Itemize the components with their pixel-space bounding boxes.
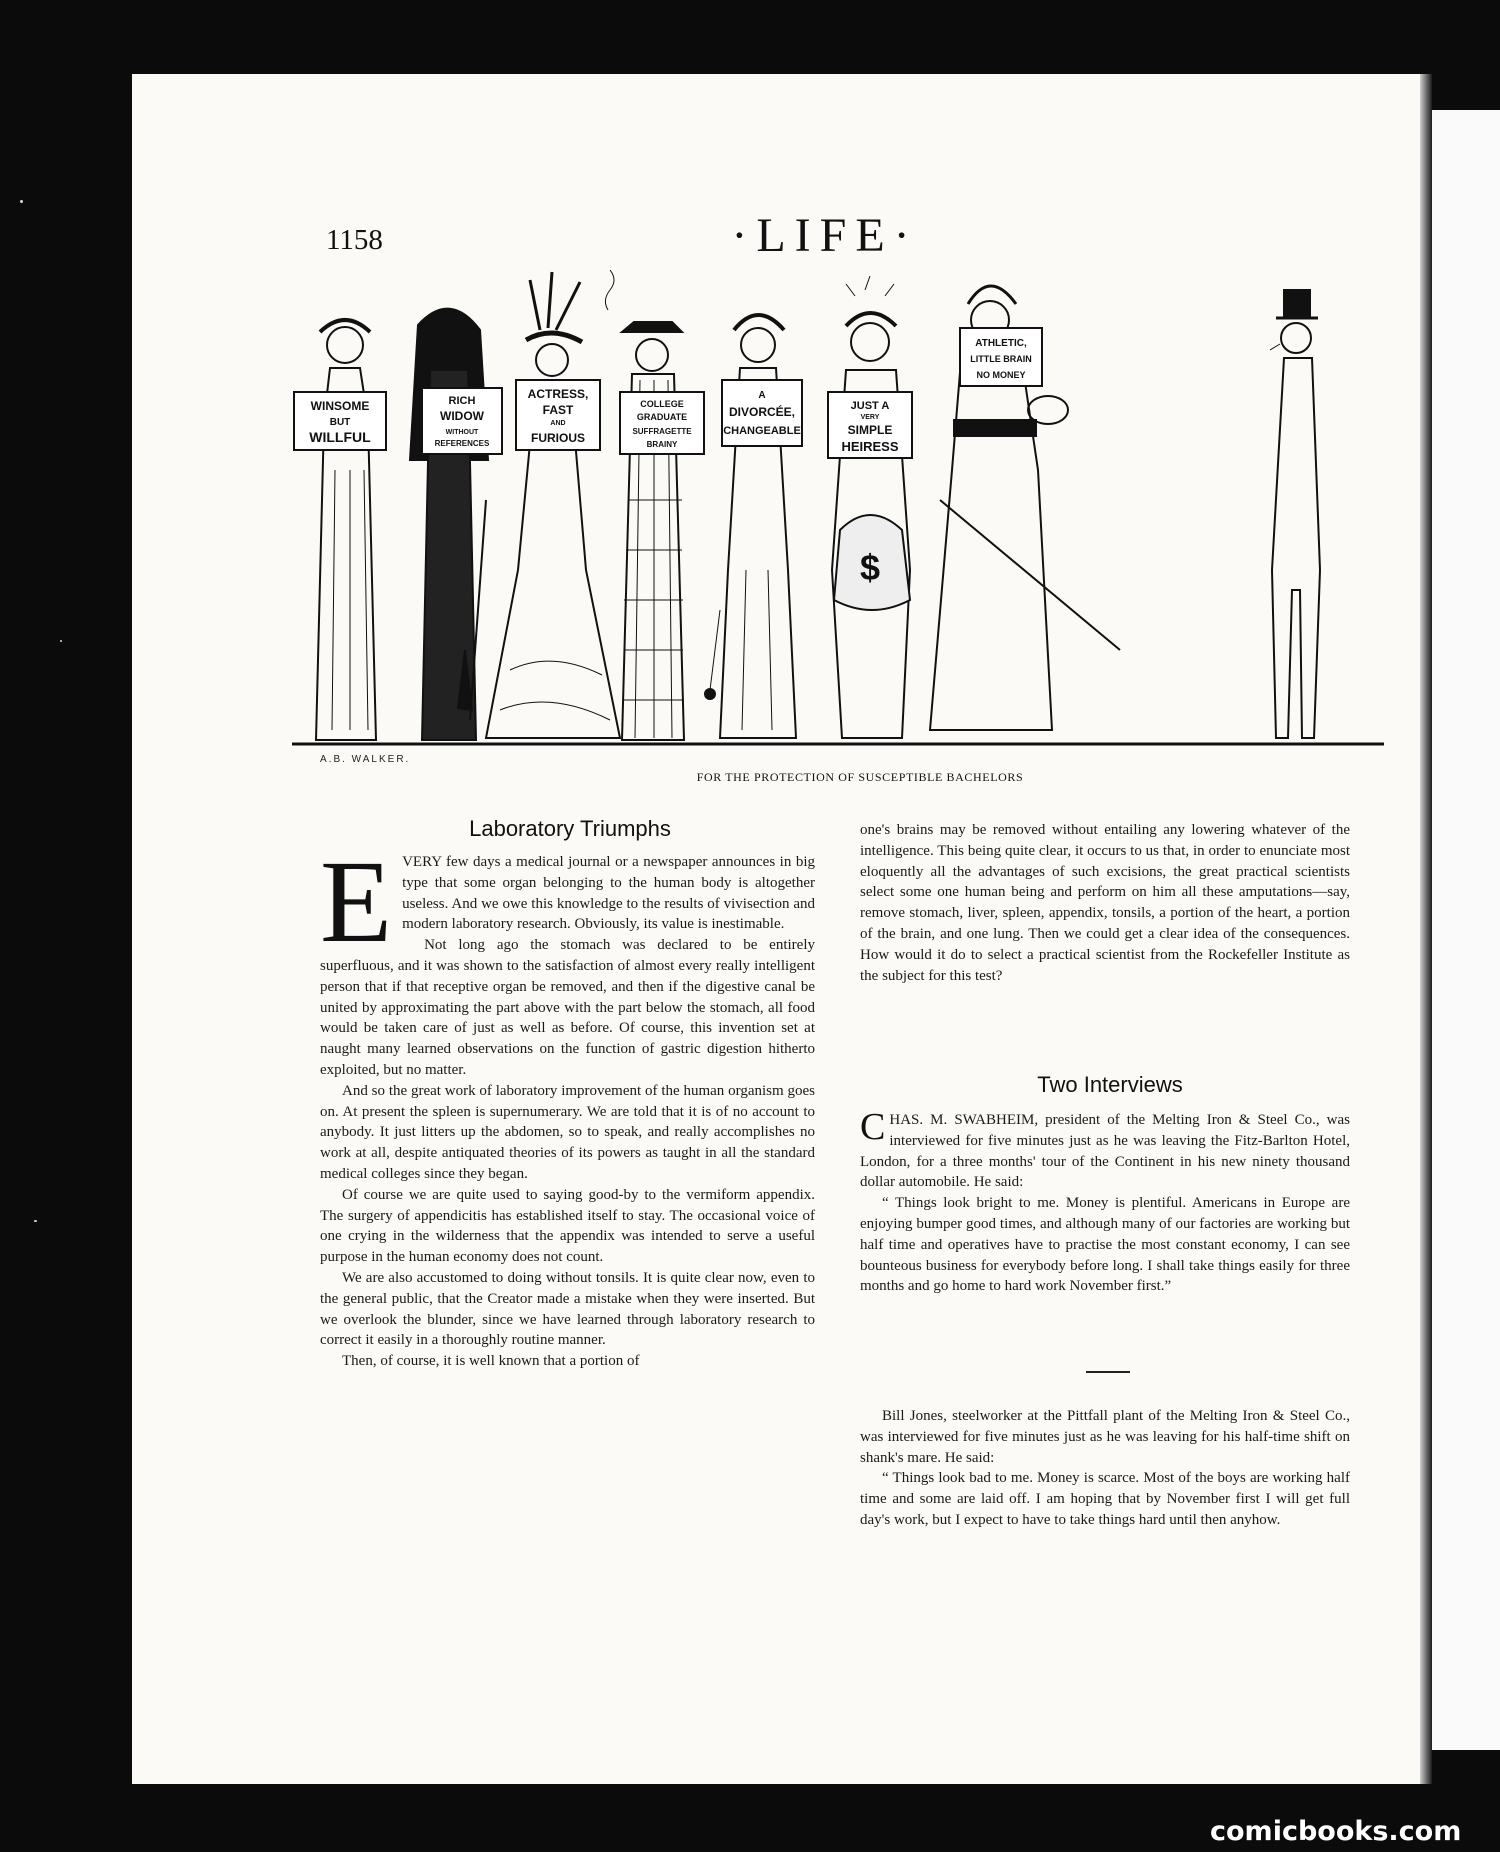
placard-text: FAST — [542, 403, 574, 417]
placard-text: JUST A — [850, 400, 890, 412]
article-lead-paragraph — [320, 836, 815, 967]
figure-winsome — [316, 320, 376, 740]
placard-text: COLLEGE — [640, 399, 684, 409]
article-paragraph: Then, of course, it is well known that a portion of — [342, 1353, 640, 1370]
interview-quote: “ Things look bright to me. Money is plentiful. Americans in Europe are enjoying bumper good times, and although many of our factories are working but half time and operatives have to practise the most constant economy, I can see bounteous business for everybody before long. I shall take things easily for three months and go home to hard work November first.” — [860, 1195, 1350, 1295]
placard-text: BUT — [329, 417, 351, 428]
placard-text: WIDOW — [440, 409, 484, 423]
placard-text: CHANGEABLE — [723, 425, 801, 437]
placard-winsome — [294, 392, 386, 450]
placard-text: BRAINY — [646, 440, 678, 449]
placard-text: A — [758, 390, 766, 401]
article-column-left — [320, 836, 815, 1372]
placard-text: SIMPLE — [847, 423, 893, 437]
drop-cap: E — [320, 836, 393, 967]
cartoon-illustration — [290, 270, 1390, 750]
figure-college-graduate — [605, 270, 684, 740]
interview-paragraph: Bill Jones, steelworker at the Pittfall plant of the Melting Iron & Steel Co., was interviewed for five minutes just as he was leaving for his half-time shift on shank's mare. He said: — [860, 1408, 1350, 1466]
placard-text: RICH — [448, 395, 476, 407]
artist-signature: A.B. WALKER. — [320, 754, 411, 765]
placard-text: HEIRESS — [841, 439, 899, 454]
article-paragraph: Not long ago the stomach was declared to be entirely superfluous, and it was shown to the satisfaction of almost every really intelligent person that if that receptive organ be removed, and then if the digestive canal be united by approximating the part above with the part below the stomach, all food would be taken care of just as well as before. Of course, this invention set at naught many learned observations on the function of gastric digestion hitherto exploited, but no matter. — [320, 937, 815, 1078]
drop-cap: C — [860, 1106, 886, 1148]
placard-actress — [516, 380, 600, 450]
article-column-right-top — [860, 820, 1350, 986]
placard-text: ATHLETIC, — [975, 338, 1027, 349]
site-watermark: comicbooks.com — [1210, 1816, 1462, 1847]
figure-heiress — [832, 276, 910, 738]
placard-text: AND — [550, 420, 566, 427]
article-headline: Laboratory Triumphs — [469, 816, 671, 841]
interview-lead — [860, 1106, 1350, 1193]
figure-bachelor — [1270, 290, 1320, 738]
page-number: 1158 — [326, 224, 383, 256]
placard-text: SUFFRAGETTE — [632, 427, 692, 436]
placard-rich-widow — [422, 388, 502, 454]
section-divider — [1086, 1371, 1130, 1373]
svg-text:$: $ — [860, 547, 881, 588]
interview-quote: “ Things look bad to me. Money is scarce. Most of the boys are working half time and some are laid off. I am hoping that by November first I will get full day's work, but I expect to have to take things hard until then anyhow. — [860, 1470, 1350, 1528]
figure-rich-widow — [410, 309, 488, 740]
scan-speck — [20, 200, 23, 203]
placard-text: LITTLE BRAIN — [970, 354, 1032, 364]
placard-text: REFERENCES — [434, 439, 490, 448]
masthead-title: ·LIFE· — [731, 209, 919, 262]
placard-text: DIVORCÉE, — [728, 405, 796, 419]
article-headline: Two Interviews — [1037, 1072, 1183, 1097]
cartoon-caption: FOR THE PROTECTION OF SUSCEPTIBLE BACHELORS — [696, 770, 1024, 784]
figure-divorcee — [705, 315, 796, 738]
article-column-right-bottom-2 — [860, 1406, 1350, 1531]
placard-text: NO MONEY — [976, 370, 1026, 380]
facing-page-edge — [1432, 110, 1500, 1750]
placard-athletic — [960, 328, 1042, 386]
placard-text: ACTRESS, — [527, 387, 589, 401]
placard-divorcee — [722, 380, 802, 446]
placard-heiress — [828, 392, 912, 458]
placard-text: GRADUATE — [636, 412, 688, 422]
scan-speck — [60, 640, 62, 642]
article-column-right-bottom — [860, 1106, 1350, 1297]
placard-text: VERY — [860, 414, 880, 421]
scan-speck — [34, 1220, 37, 1222]
placard-text: WITHOUT — [445, 429, 479, 436]
figure-actress — [486, 272, 620, 738]
article-paragraph: We are also accustomed to doing without tonsils. It is quite clear now, even to the general public, that the Creator made a mistake when they were inserted. But we overlook the blunder, since we have learned through laboratory research to correct it easily in a thoroughly routine manner. — [320, 1269, 815, 1349]
article-paragraph: And so the great work of laboratory improvement of the human organism goes on. At present the spleen is supernumerary. We are told that it is of no account to anybody. It just litters up the abdomen, so to speak, and really accomplishes no work at all, despite antiquated theories of its powers as taught in all the standard medical colleges since they began. — [320, 1082, 815, 1182]
lead-text: VERY few days a medical journal or a newspaper announces in big type that some organ belonging to the human body is altogether useless. And we owe this knowledge to the results of vivisection and modern laboratory research. Obviously, its value is inestimable. — [402, 854, 815, 933]
lead-text: HAS. M. SWABHEIM, president of the Melting Iron & Steel Co., was interviewed for five minutes just as he was leaving the Fitz-Barlton Hotel, London, for a three months' tour of the Continent in his new ninety thousand dollar automobile. He said: — [860, 1112, 1350, 1191]
placard-text: WILLFUL — [309, 429, 371, 445]
placard-college-graduate — [620, 392, 704, 454]
placard-text: FURIOUS — [531, 431, 585, 445]
placard-text: WINSOME — [310, 399, 370, 413]
article-paragraph: Of course we are quite used to saying good-by to the vermiform appendix. The surgery of appendicitis has established itself to stay. The occasional voice of one crying in the wilderness that the appendix was intended to serve a useful purpose in the human economy does not count. — [320, 1186, 815, 1266]
page-gutter — [1420, 74, 1432, 1784]
article-continuation: one's brains may be removed without entailing any lowering whatever of the intelligence. This being quite clear, it occurs to us that, in order to enunciate most eloquently all the advantages of such excisions, the great practical scientists select some one human being and perform on him all these amputations—say, remove stomach, liver, spleen, appendix, tonsils, a portion of the heart, a portion of the brain, and one lung. Then we could get a clear idea of the consequences. How would it do to select a practical scientist from the Rockefeller Institute as the subject for this test? — [860, 822, 1350, 984]
